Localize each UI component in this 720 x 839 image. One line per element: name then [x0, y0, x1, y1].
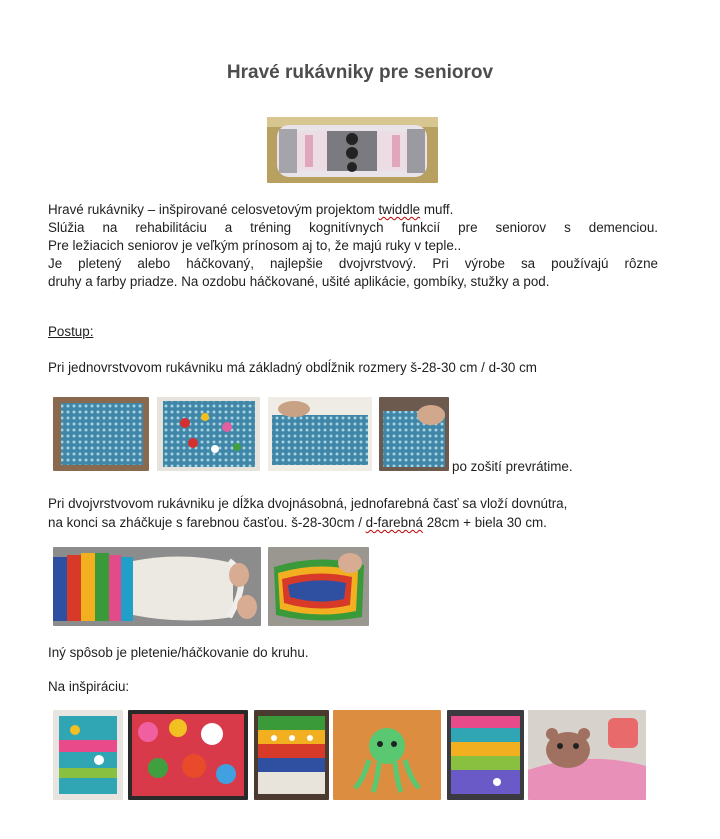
inspiration-photo-2: [128, 710, 248, 800]
double-layer-line-2-c: 28cm + biela 30 cm.: [422, 515, 547, 530]
intro-line-4: [48, 255, 658, 274]
intro-line-4-text: Je pletený alebo háčkovaný, najlepšie dvojvrstvový. Pri výrobe sa používajú rôzne: [48, 256, 658, 271]
postup-heading: Postup:: [48, 324, 94, 339]
twiddle-word: twiddle: [378, 202, 421, 217]
double-layer-photo-1: [53, 547, 261, 626]
inspiration-photo-1: [53, 710, 123, 800]
inspiration-photo-6: [528, 710, 646, 800]
single-layer-photo-3: [268, 397, 372, 471]
inspiration-photo-5: [447, 710, 524, 800]
intro-line-1: [48, 201, 453, 220]
intro-line-3: Pre ležiacich seniorov je veľkým prínosom aj to, že majú ruky v teple..: [48, 238, 462, 253]
circle-method-text: Iný spôsob je pletenie/háčkovanie do kruhu.: [48, 645, 309, 660]
intro-line-5: druhy a farby priadze. Na ozdobu háčkované, ušité aplikácie, gombíky, stužky a pod.: [48, 274, 550, 289]
single-layer-text: Pri jednovrstvovom rukávniku má základný obdĺžnik rozmery š-28-30 cm / d-30 cm: [48, 360, 537, 375]
inspiration-photo-4: [333, 710, 441, 800]
single-layer-caption: po zošití prevrátime.: [452, 459, 573, 474]
d-farebna-word: d-farebná: [365, 515, 423, 530]
double-layer-line-1: Pri dvojvrstvovom rukávniku je dĺžka dvojnásobná, jednofarebná časť sa vloží dovnútra,: [48, 496, 568, 511]
double-layer-line-2: [48, 514, 547, 533]
page-title: Hravé rukávniky pre seniorov: [226, 62, 494, 83]
single-layer-photo-1: [53, 397, 149, 471]
double-layer-photo-2: [268, 547, 369, 626]
single-layer-photo-2: [157, 397, 260, 471]
inspiration-heading: Na inšpiráciu:: [48, 679, 130, 694]
intro-line-1-a: Hravé rukávniky – inšpirované celosvetovým projektom: [48, 202, 379, 217]
inspiration-photo-3: [254, 710, 329, 800]
single-layer-photo-4: [379, 397, 449, 471]
intro-line-2: [48, 219, 658, 238]
hero-muff-photo: [267, 117, 438, 183]
intro-line-2-text: Slúžia na rehabilitáciu a tréning kognitívnych funkcií pre seniorov s demenciou.: [48, 220, 658, 235]
double-layer-line-2-a: na konci sa zháčkuje s farebnou časťou. š-28-30cm /: [48, 515, 366, 530]
intro-line-1-c: muff.: [420, 202, 454, 217]
